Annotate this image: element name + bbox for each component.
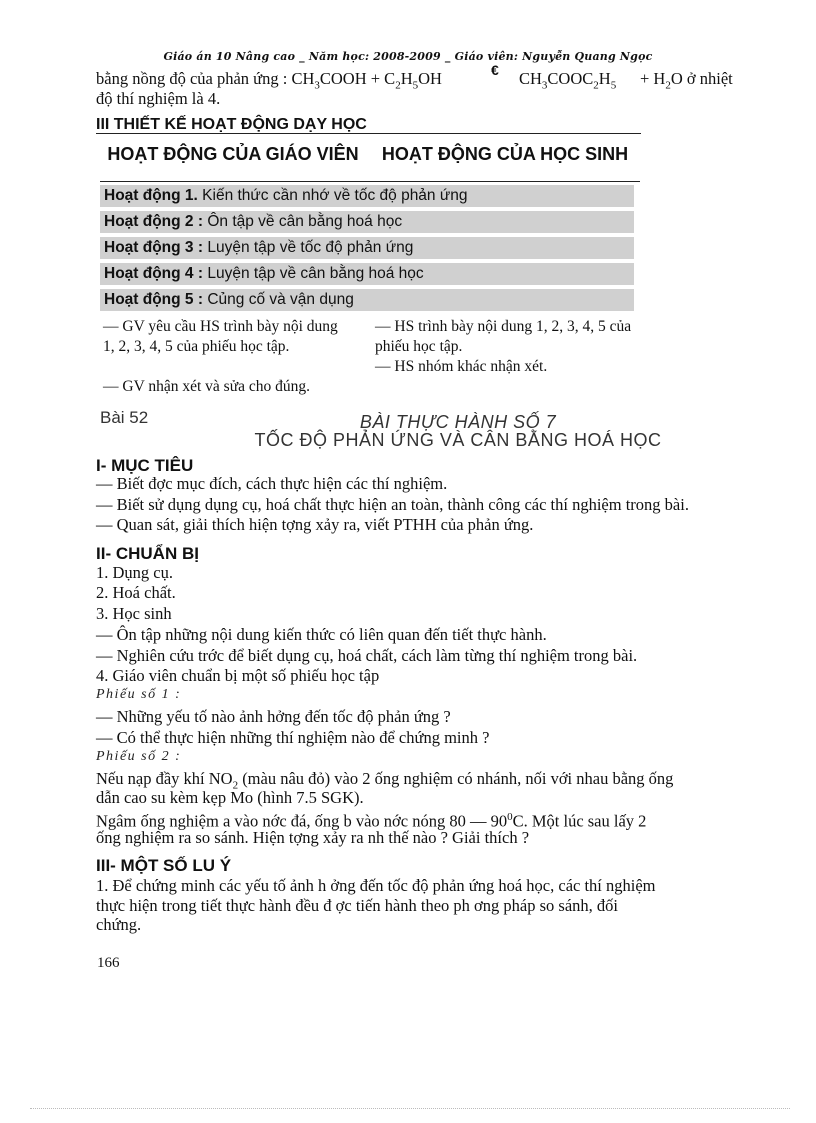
prep-sub-2: — Nghiên cứu trớc để biết dụng cụ, hoá chất, cách làm từng thí nghiệm trong bài.	[96, 646, 638, 665]
intro-tail: + $H_2O$ ở nhiệt	[640, 69, 733, 92]
lesson-title-2: TỐC ĐỘ PHẢN ỨNG VÀ CÂN BẰNG HOÁ HỌC	[254, 430, 662, 450]
activity-row-3: Hoạt động 3 : Luyện tập về tốc độ phản ứng	[100, 237, 634, 259]
worksheet-1-label: Phiếu số 1 :	[96, 687, 182, 702]
prep-item-2: 2. Hoá chất.	[96, 583, 176, 602]
prep-item-4: 4. Giáo viên chuẩn bị một số phiếu học tập	[96, 666, 380, 685]
worksheet-2-label: Phiếu số 2 :	[96, 749, 182, 764]
footer-dotted-rule	[30, 1108, 790, 1109]
intro-equation-line: bằng nồng độ của phản ứng : $CH_3COOH + C_2H_5OH$	[96, 69, 442, 92]
objective-item: — Biết đợc mục đích, cách thực hiện các thí nghiệm.	[96, 474, 448, 493]
activity-row-5: Hoạt động 5 : Củng cố và vận dụng	[100, 289, 634, 311]
running-header: Giáo án 10 Nâng cao _ Năm học: 2008-2009 _ Giáo viên: Nguyễn Quang Ngọc	[163, 50, 653, 63]
prep-item-3: 3. Học sinh	[96, 604, 172, 623]
activity-row-4: Hoạt động 4 : Luyện tập về cân bằng hoá học	[100, 263, 634, 285]
lesson-title-1: BÀI THỰC HÀNH SỐ 7	[359, 412, 557, 432]
intro-line-2: độ thí nghiệm là 4.	[96, 89, 221, 108]
notes-line-2: thực hiện trong tiết thực hành đều đ ợc tiến hành theo ph ơng pháp so sánh, đối	[96, 896, 618, 915]
column-header-teacher: HOẠT ĐỘNG CỦA GIÁO VIÊN	[107, 144, 359, 164]
student-action-1: — HS trình bày nội dung 1, 2, 3, 4, 5 của phiếu học tập.	[375, 318, 632, 355]
activity-row-1: Hoạt động 1. Kiến thức cần nhớ về tốc độ phản ứng	[100, 185, 634, 207]
notes-line-3: chứng.	[96, 915, 142, 934]
section-title-design: III THIẾT KẾ HOẠT ĐỘNG DẠY HỌC	[96, 116, 367, 133]
equilibrium-arrow-icon: €	[491, 62, 499, 78]
worksheet-2-paragraph-1-cont: dẫn cao su kèm kẹp Mo (hình 7.5 SGK).	[96, 788, 364, 807]
column-header-student: HOẠT ĐỘNG CỦA HỌC SINH	[381, 144, 629, 164]
teacher-action-1: — GV yêu cầu HS trình bày nội dung 1, 2, 3, 4, 5 của phiếu học tập.	[103, 318, 338, 355]
notes-line-1: 1. Để chứng minh các yếu tố ảnh h ởng đến tốc độ phản ứng hoá học, các thí nghiệm	[96, 876, 656, 895]
worksheet-1-question-1: — Những yếu tố nào ảnh hởng đến tốc độ phản ứng ?	[96, 707, 451, 726]
intro-product: $CH_3COOC_2H_5$	[519, 69, 617, 92]
table-header-rule	[100, 181, 640, 182]
worksheet-2-paragraph-1: Nếu nạp đầy khí $NO_2$ (màu nâu đỏ) vào 2 ống nghiệm có nhánh, nối với nhau bằng ống	[96, 769, 674, 792]
page-number: 166	[97, 955, 120, 971]
lesson-number: Bài 52	[100, 408, 149, 427]
activity-row-2: Hoạt động 2 : Ôn tập về cân bằng hoá học	[100, 211, 634, 233]
objective-item: — Quan sát, giải thích hiện tợng xảy ra, viết PTHH của phản ứng.	[96, 515, 534, 534]
teacher-action-2: — GV nhận xét và sửa cho đúng.	[103, 378, 310, 395]
section-underline	[96, 133, 641, 134]
worksheet-2-paragraph-2-cont: ống nghiệm ra so sánh. Hiện tợng xảy ra nh thế nào ? Giải thích ?	[96, 828, 530, 847]
worksheet-1-question-2: — Có thể thực hiện những thí nghiệm nào để chứng minh ?	[96, 728, 490, 747]
worksheet-2-paragraph-2: Ngâm ống nghiệm a vào nớc đá, ống b vào nớc nóng 80 — $90^0C$. Một lúc sau lấy 2	[96, 811, 647, 831]
section-title-objectives: I- MỤC TIÊU	[96, 456, 194, 475]
section-title-preparation: II- CHUẨN BỊ	[96, 544, 199, 563]
prep-sub-1: — Ôn tập những nội dung kiến thức có liên quan đến tiết thực hành.	[96, 625, 547, 644]
objective-item: — Biết sử dụng dụng cụ, hoá chất thực hiện an toàn, thành công các thí nghiệm trong bài.	[96, 495, 689, 514]
section-title-notes: III- MỘT SỐ LU Ý	[96, 856, 232, 875]
student-action-2: — HS nhóm khác nhận xét.	[375, 358, 548, 375]
prep-item-1: 1. Dụng cụ.	[96, 563, 173, 582]
